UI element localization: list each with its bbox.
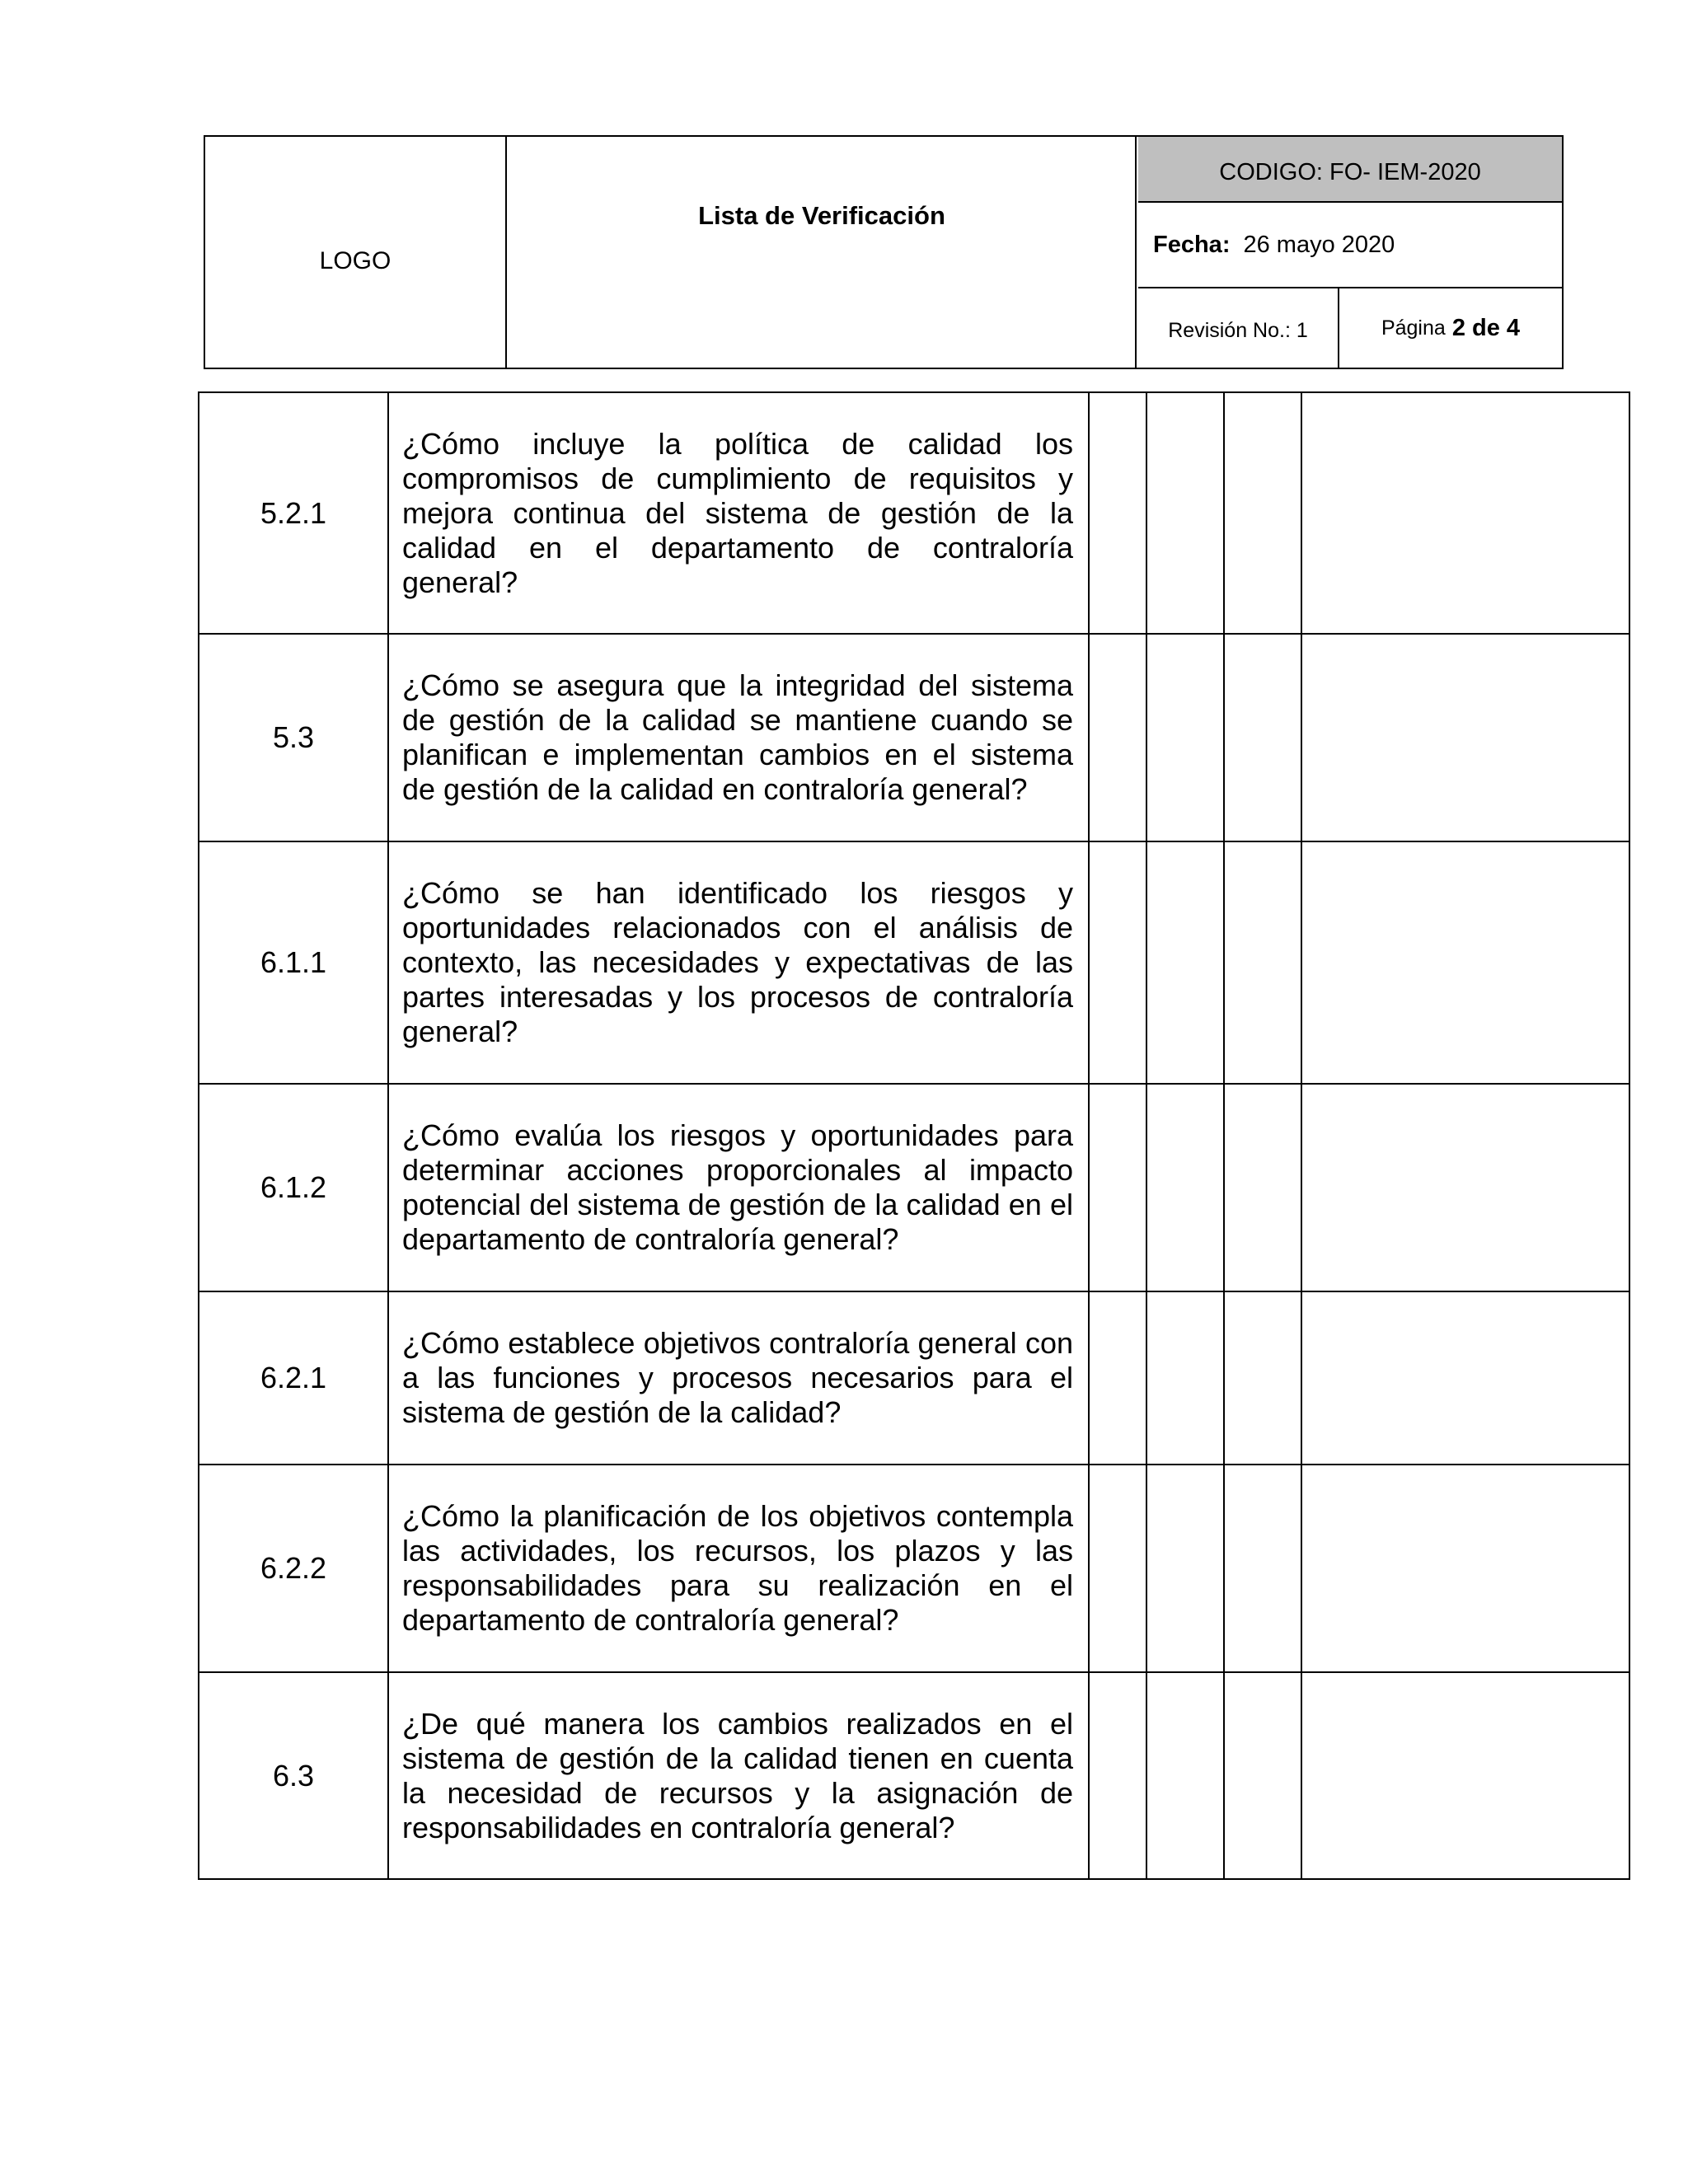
notes-cell[interactable] (1301, 841, 1629, 1084)
page-number (1339, 288, 1562, 368)
notes-cell[interactable] (1301, 634, 1629, 841)
check-cell[interactable] (1089, 1672, 1146, 1879)
table-row (199, 841, 1629, 1084)
table-row (199, 1672, 1629, 1879)
clause-number: 5.3 (199, 634, 388, 841)
check-cell[interactable] (1089, 841, 1146, 1084)
question-text: ¿De qué manera los cambios realizados en el sistema de gestión de la calidad tienen en cuenta la necesidad de recursos y la asignación de responsabilidades en contraloría general? (388, 1672, 1089, 1879)
check-cell[interactable] (1224, 1084, 1301, 1291)
check-cell[interactable] (1224, 1291, 1301, 1465)
check-cell[interactable] (1089, 1291, 1146, 1465)
question-text: ¿Cómo se asegura que la integridad del sistema de gestión de la calidad se mantiene cuando se planifican e implementan cambios en el sistema de gestión de la calidad en contraloría general? (388, 634, 1089, 841)
notes-cell[interactable] (1301, 1465, 1629, 1672)
question-text: ¿Cómo se han identificado los riesgos y oportunidades relacionados con el análisis de contexto, las necesidades y expectativas de las partes interesadas y los procesos de contraloría general? (388, 841, 1089, 1084)
page-label: Página (1381, 316, 1446, 340)
notes-cell[interactable] (1301, 392, 1629, 634)
check-cell[interactable] (1089, 392, 1146, 634)
check-cell[interactable] (1089, 1084, 1146, 1291)
date-value: 26 mayo 2020 (1243, 231, 1395, 258)
document-code: CODIGO: FO- IEM-2020 (1138, 137, 1562, 203)
date-label: Fecha: (1153, 231, 1231, 258)
clause-number: 6.3 (199, 1672, 388, 1879)
check-cell[interactable] (1089, 634, 1146, 841)
clause-number: 6.2.1 (199, 1291, 388, 1465)
notes-cell[interactable] (1301, 1084, 1629, 1291)
check-cell[interactable] (1146, 841, 1224, 1084)
table-row (199, 1465, 1629, 1672)
check-cell[interactable] (1224, 1465, 1301, 1672)
check-cell[interactable] (1146, 1672, 1224, 1879)
question-text: ¿Cómo incluye la política de calidad los compromisos de cumplimiento de requisitos y mejora continua del sistema de gestión de la calidad en el departamento de contraloría general? (388, 392, 1089, 634)
header-info (1138, 137, 1562, 368)
check-cell[interactable] (1224, 392, 1301, 634)
question-text: ¿Cómo la planificación de los objetivos contempla las actividades, los recursos, los plazos y las responsabilidades para su realización en el departamento de contraloría general? (388, 1465, 1089, 1672)
document-date (1138, 203, 1562, 288)
check-cell[interactable] (1146, 634, 1224, 841)
check-cell[interactable] (1146, 392, 1224, 634)
clause-number: 6.1.2 (199, 1084, 388, 1291)
notes-cell[interactable] (1301, 1291, 1629, 1465)
table-row (199, 634, 1629, 841)
logo-placeholder: LOGO (205, 137, 507, 368)
check-cell[interactable] (1146, 1291, 1224, 1465)
document-header (204, 135, 1564, 369)
notes-cell[interactable] (1301, 1672, 1629, 1879)
question-text: ¿Cómo establece objetivos contraloría general con a las funciones y procesos necesarios para el sistema de gestión de la calidad? (388, 1291, 1089, 1465)
page-value: 2 de 4 (1451, 314, 1521, 341)
clause-number: 6.1.1 (199, 841, 388, 1084)
table-row (199, 392, 1629, 634)
clause-number: 6.2.2 (199, 1465, 388, 1672)
check-cell[interactable] (1089, 1465, 1146, 1672)
check-cell[interactable] (1224, 634, 1301, 841)
question-text: ¿Cómo evalúa los riesgos y oportunidades para determinar acciones proporcionales al impacto potencial del sistema de gestión de la calidad en el departamento de contraloría general? (388, 1084, 1089, 1291)
check-cell[interactable] (1146, 1084, 1224, 1291)
table-row (199, 1291, 1629, 1465)
checklist-table (198, 391, 1630, 1880)
table-row (199, 1084, 1629, 1291)
revision-number: Revisión No.: 1 (1138, 288, 1339, 368)
check-cell[interactable] (1224, 1672, 1301, 1879)
check-cell[interactable] (1224, 841, 1301, 1084)
clause-number: 5.2.1 (199, 392, 388, 634)
document-title: Lista de Verificación (509, 137, 1137, 368)
check-cell[interactable] (1146, 1465, 1224, 1672)
